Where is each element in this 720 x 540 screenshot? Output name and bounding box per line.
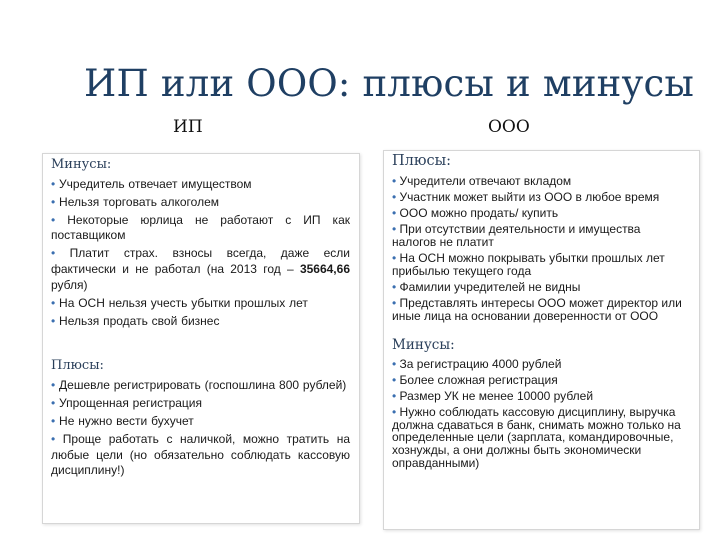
list-item: • Учредитель отвечает имуществом <box>51 176 252 191</box>
bullet-icon: • <box>392 295 397 310</box>
bullet-icon: • <box>392 279 397 294</box>
ip-box <box>42 153 360 524</box>
bullet-icon: • <box>392 356 397 371</box>
ooo-box <box>383 150 700 530</box>
list-item: • Представлять интересы ООО может директор или иные лица на основании доверенности от ООО <box>392 295 682 323</box>
bullet-icon: • <box>51 395 56 410</box>
bullet-icon: • <box>392 222 397 237</box>
column-heading-ooo: ООО <box>488 117 530 137</box>
list-item: • За регистрацию 4000 рублей <box>392 356 562 371</box>
list-item: • На ОСН нельзя учесть убытки прошлых лет <box>51 295 308 310</box>
list-item: • Нельзя продать свой бизнес <box>51 313 220 328</box>
bullet-icon: • <box>51 295 56 310</box>
bullet-icon: • <box>51 313 56 328</box>
ip-minus-title: Минусы: <box>51 157 112 172</box>
list-item: • Учредители отвечают вкладом <box>392 173 572 188</box>
list-item: • На ОСН можно покрывать убытки прошлых лет прибылью текущего года <box>392 250 665 278</box>
bullet-icon: • <box>392 405 397 420</box>
list-item: • Нужно соблюдать кассовую дисциплину, выручка должна сдаваться в банк, снимать можно только на определенные цели (зарплата, командировочные, хознужды, а они должны быть экономически оправданными) <box>392 405 681 470</box>
ooo-plus-title: Плюсы: <box>392 153 452 169</box>
list-item: • Дешевле регистрировать (госпошлина 800 рублей) <box>51 377 347 392</box>
list-item: • Не нужно вести бухучет <box>51 414 194 429</box>
list-item: • Платит страх. взносы всегда, даже если фактически и не работал (на 2013 год – 35664,66 рубля) <box>51 246 350 292</box>
bullet-icon: • <box>392 205 397 220</box>
list-item: • Упрощенная регистрация <box>51 395 202 410</box>
ooo-minus-title: Минусы: <box>392 337 455 354</box>
bullet-icon: • <box>51 377 56 392</box>
column-heading-ip: ИП <box>173 117 203 137</box>
bullet-icon: • <box>392 189 397 204</box>
list-item: • Более сложная регистрация <box>392 372 558 387</box>
list-item: • Фамилии учредителей не видны <box>392 279 581 294</box>
insurance-amount: 35664,66 <box>299 261 350 276</box>
bullet-icon: • <box>392 372 397 387</box>
list-item: • Некоторые юрлица не работают с ИП как поставщиком <box>51 212 350 243</box>
bullet-icon: • <box>51 246 56 261</box>
ip-minus-list <box>51 177 350 330</box>
list-item: • ООО можно продать/ купить <box>392 205 559 220</box>
bullet-icon: • <box>51 194 56 209</box>
ip-plus-title: Плюсы: <box>51 358 104 374</box>
bullet-icon: • <box>392 173 397 188</box>
slide-title: ИП или ООО: плюсы и минусы <box>84 62 695 105</box>
ooo-plus-list <box>392 175 687 323</box>
bullet-icon: • <box>392 389 397 404</box>
bullet-icon: • <box>392 250 397 265</box>
bullet-icon: • <box>51 432 56 447</box>
list-item: • Проще работать с наличкой, можно тратить на любые цели (но обязательно соблюдать кассовую дисциплину!) <box>51 432 350 478</box>
ip-plus-list <box>51 378 350 479</box>
list-item: • При отсутствии деятельности и имущества налогов не платит <box>392 222 641 249</box>
bullet-icon: • <box>51 212 56 227</box>
ooo-minus-list <box>392 358 687 470</box>
bullet-icon: • <box>51 176 56 191</box>
list-item: • Размер УК не менее 10000 рублей <box>392 389 594 404</box>
list-item: • Нельзя торговать алкоголем <box>51 194 219 209</box>
list-item: • Участник может выйти из ООО в любое время <box>392 189 660 204</box>
bullet-icon: • <box>51 414 56 429</box>
